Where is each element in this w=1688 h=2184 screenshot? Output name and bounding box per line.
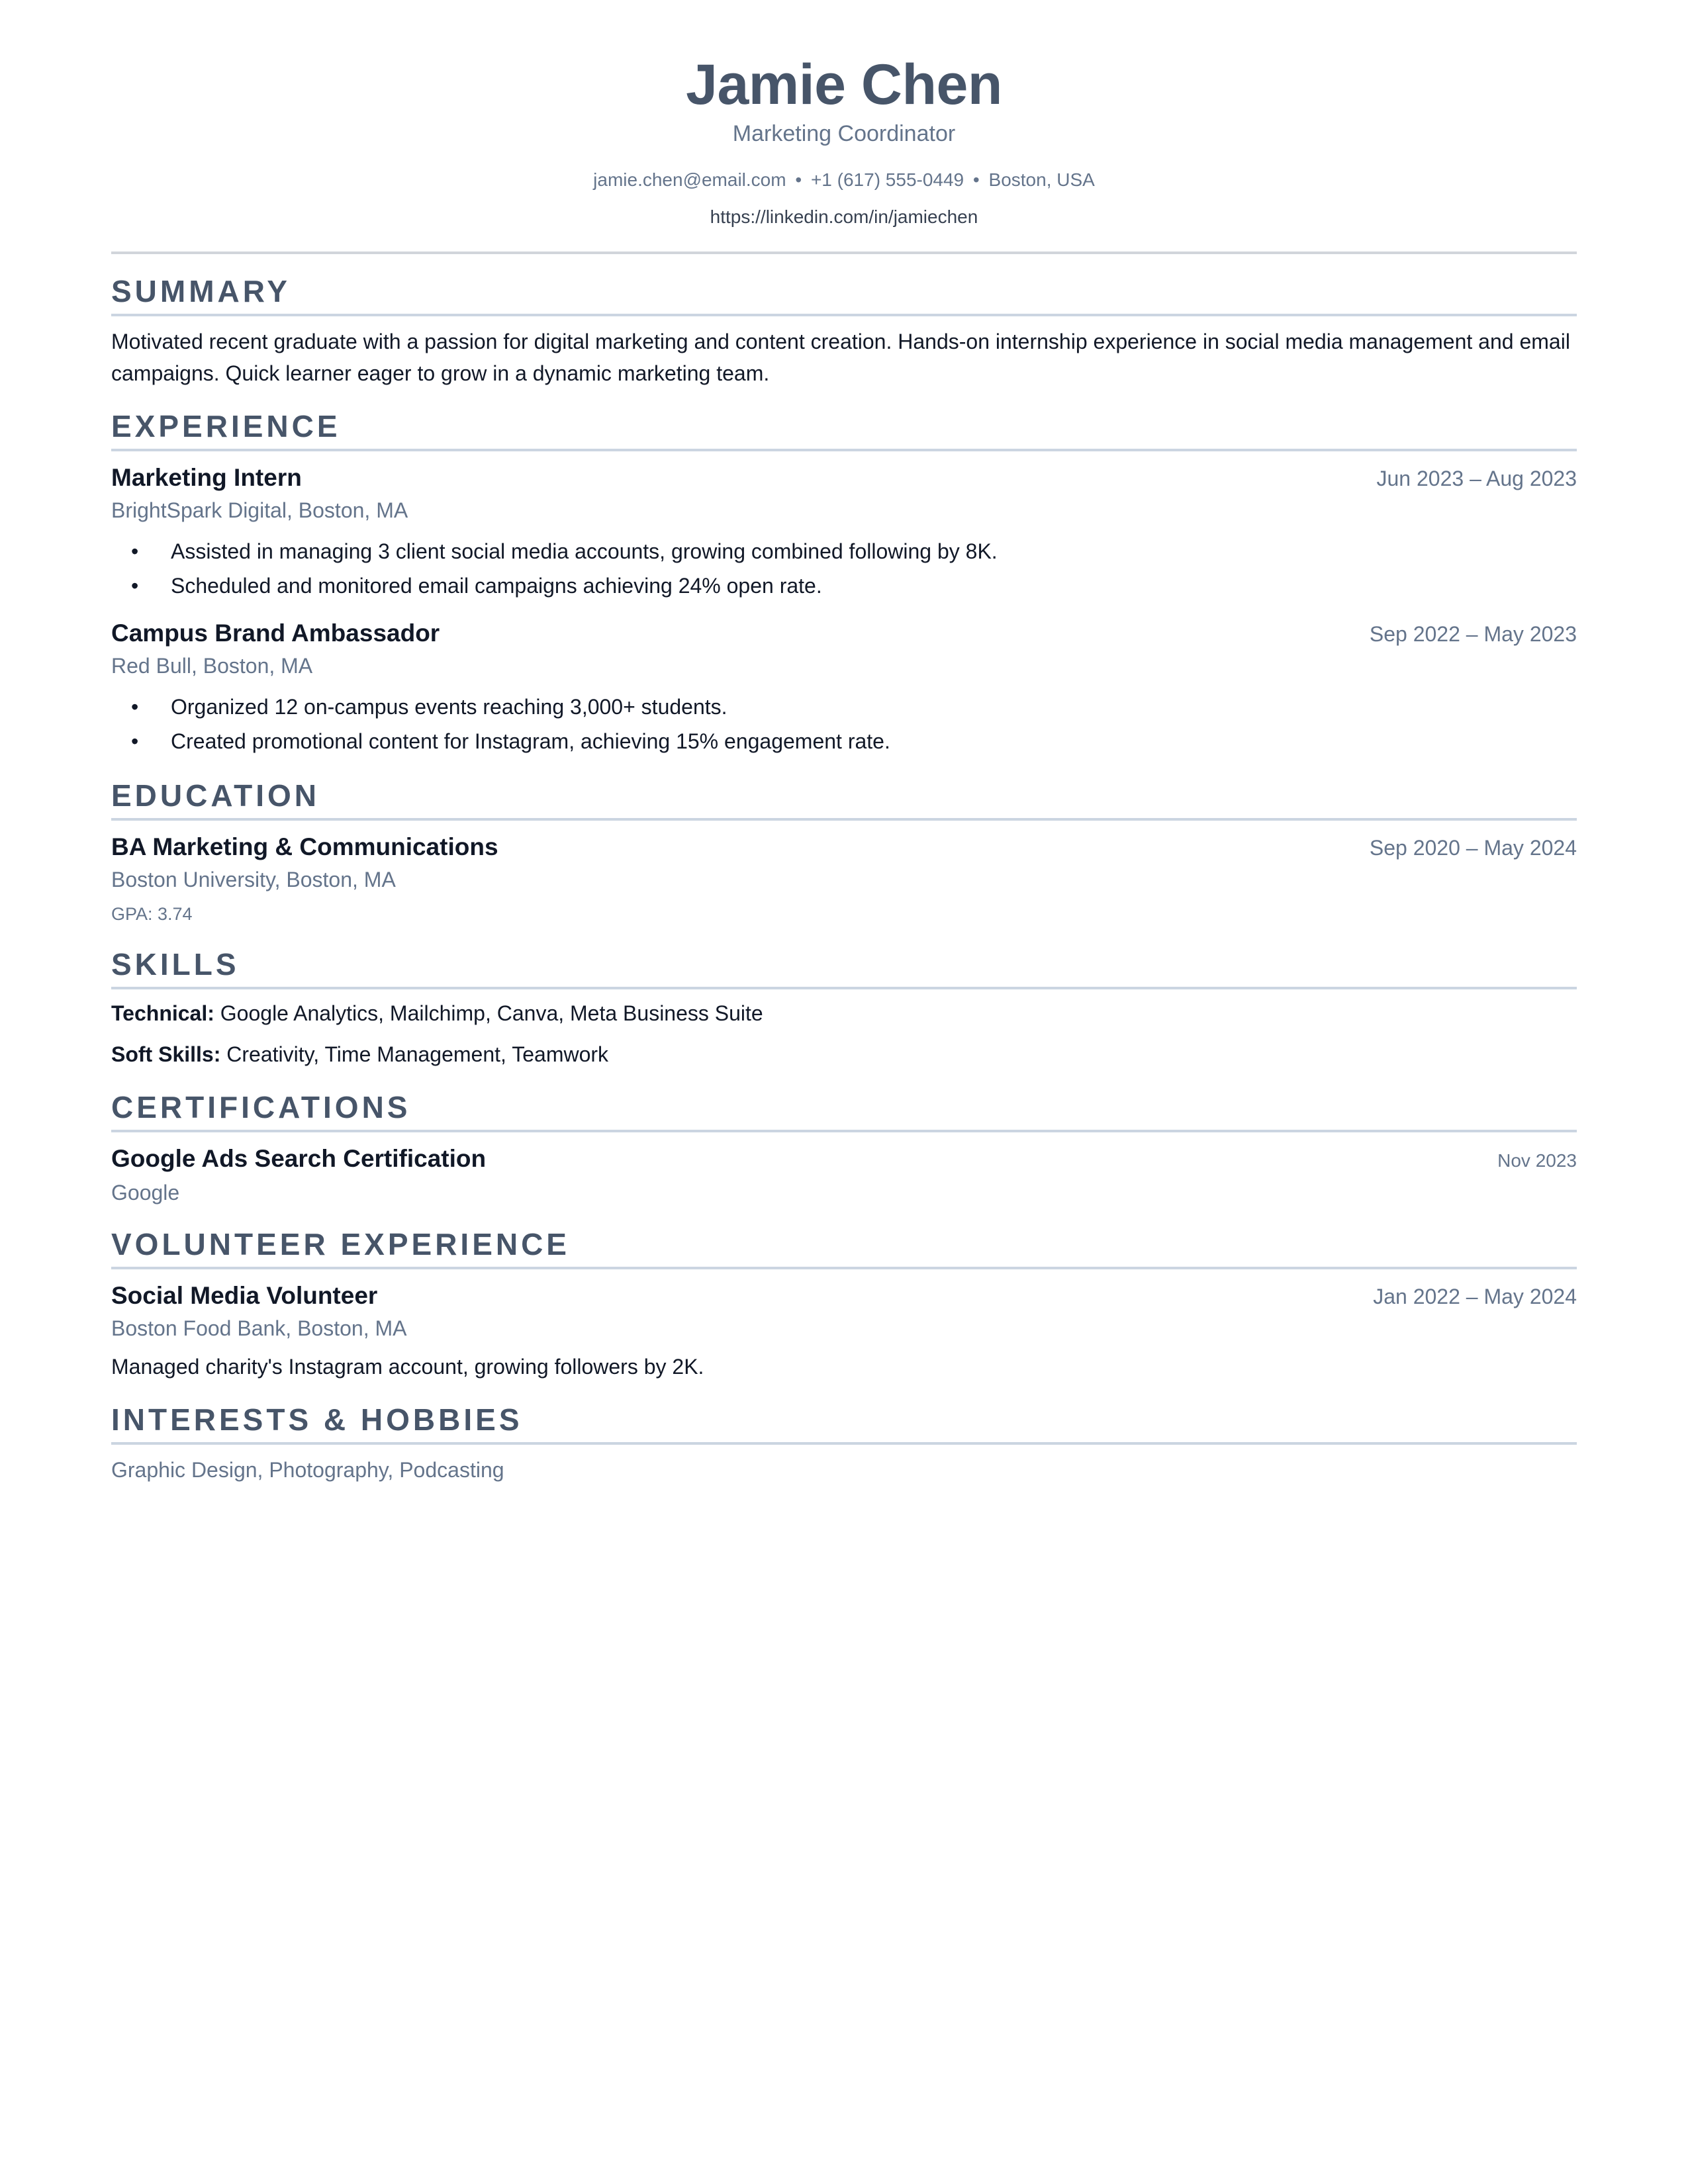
section-title-experience: EXPERIENCE	[111, 408, 1577, 451]
bullet-text: Created promotional content for Instagram, achieving 15% engagement rate.	[171, 729, 890, 753]
bullet-text: Assisted in managing 3 client social media accounts, growing combined following by 8K.	[171, 539, 998, 563]
interests-section	[111, 1401, 1577, 1486]
job-organization: Red Bull, Boston, MA	[111, 654, 313, 678]
job-bullets	[111, 534, 1577, 603]
gpa-value: GPA: 3.74	[111, 904, 193, 924]
school-name: Boston University, Boston, MA	[111, 868, 396, 891]
technical-skills-row	[111, 997, 1577, 1029]
summary-section	[111, 273, 1577, 389]
list-item	[111, 534, 1577, 569]
entry-header	[111, 617, 1577, 650]
entry-header	[111, 1143, 1577, 1177]
certification-issuer: Google	[111, 1181, 180, 1205]
section-title-education: EDUCATION	[111, 777, 1577, 821]
bullet-text: Organized 12 on-campus events reaching 3,000+ students.	[171, 695, 727, 719]
contact-separator: •	[972, 169, 980, 190]
section-title-skills: SKILLS	[111, 946, 1577, 989]
volunteer-description: Managed charity's Instagram account, growing followers by 2K.	[111, 1355, 704, 1379]
resume-header	[111, 0, 1577, 229]
education-entry	[111, 831, 1577, 927]
soft-skills-label: Soft Skills:	[111, 1042, 221, 1066]
certification-date: Nov 2023	[1497, 1150, 1577, 1171]
bullet-glyph: •	[131, 729, 139, 753]
degree-title: BA Marketing & Communications	[111, 833, 498, 860]
entry-header	[111, 462, 1577, 494]
volunteer-entry	[111, 1280, 1577, 1383]
volunteer-section	[111, 1226, 1577, 1383]
section-title-volunteer: VOLUNTEER EXPERIENCE	[111, 1226, 1577, 1269]
bullet-glyph: •	[131, 574, 139, 598]
technical-skills-list: Google Analytics, Mailchimp, Canva, Meta Business Suite	[220, 1001, 763, 1025]
linkedin-link[interactable]: https://linkedin.com/in/jamiechen	[710, 206, 978, 227]
entry-header	[111, 831, 1577, 864]
technical-skills-label: Technical:	[111, 1001, 214, 1025]
experience-entry	[111, 617, 1577, 758]
skills-section	[111, 946, 1577, 1070]
summary-text: Motivated recent graduate with a passion for digital marketing and content creation. Hands-on internship experience in social media management and email campaigns. Quick learner eager to grow in a dynamic marketing team.	[111, 330, 1570, 385]
header-divider	[111, 251, 1577, 254]
candidate-name: Jamie Chen	[686, 53, 1002, 116]
section-title-interests: INTERESTS & HOBBIES	[111, 1401, 1577, 1445]
certification-entry	[111, 1143, 1577, 1207]
list-item	[111, 690, 1577, 724]
list-item	[111, 724, 1577, 758]
soft-skills-list: Creativity, Time Management, Teamwork	[226, 1042, 609, 1066]
section-title-summary: SUMMARY	[111, 273, 1577, 316]
job-organization: BrightSpark Digital, Boston, MA	[111, 498, 408, 522]
contact-separator: •	[795, 169, 802, 190]
interests-list: Graphic Design, Photography, Podcasting	[111, 1458, 504, 1482]
list-item	[111, 569, 1577, 603]
volunteer-dates: Jan 2022 – May 2024	[1373, 1285, 1577, 1308]
bullet-glyph: •	[131, 695, 139, 719]
job-title: Campus Brand Ambassador	[111, 619, 440, 647]
bullet-glyph: •	[131, 539, 139, 563]
volunteer-organization: Boston Food Bank, Boston, MA	[111, 1316, 407, 1340]
education-section	[111, 777, 1577, 927]
entry-header	[111, 1280, 1577, 1312]
certifications-section	[111, 1089, 1577, 1207]
contact-email[interactable]: jamie.chen@email.com	[593, 169, 786, 190]
bullet-text: Scheduled and monitored email campaigns achieving 24% open rate.	[171, 574, 822, 598]
certification-name: Google Ads Search Certification	[111, 1145, 487, 1172]
job-title: Marketing Intern	[111, 464, 302, 491]
experience-section	[111, 408, 1577, 758]
education-dates: Sep 2020 – May 2024	[1369, 836, 1577, 860]
contact-location: Boston, USA	[988, 169, 1095, 190]
job-dates: Sep 2022 – May 2023	[1369, 622, 1577, 646]
contact-phone[interactable]: +1 (617) 555-0449	[810, 169, 964, 190]
candidate-role: Marketing Coordinator	[732, 121, 956, 146]
contact-line	[111, 168, 1577, 192]
job-dates: Jun 2023 – Aug 2023	[1376, 467, 1577, 490]
soft-skills-row	[111, 1038, 1577, 1070]
volunteer-role: Social Media Volunteer	[111, 1282, 378, 1309]
section-title-certifications: CERTIFICATIONS	[111, 1089, 1577, 1132]
job-bullets	[111, 690, 1577, 758]
experience-entry	[111, 462, 1577, 603]
